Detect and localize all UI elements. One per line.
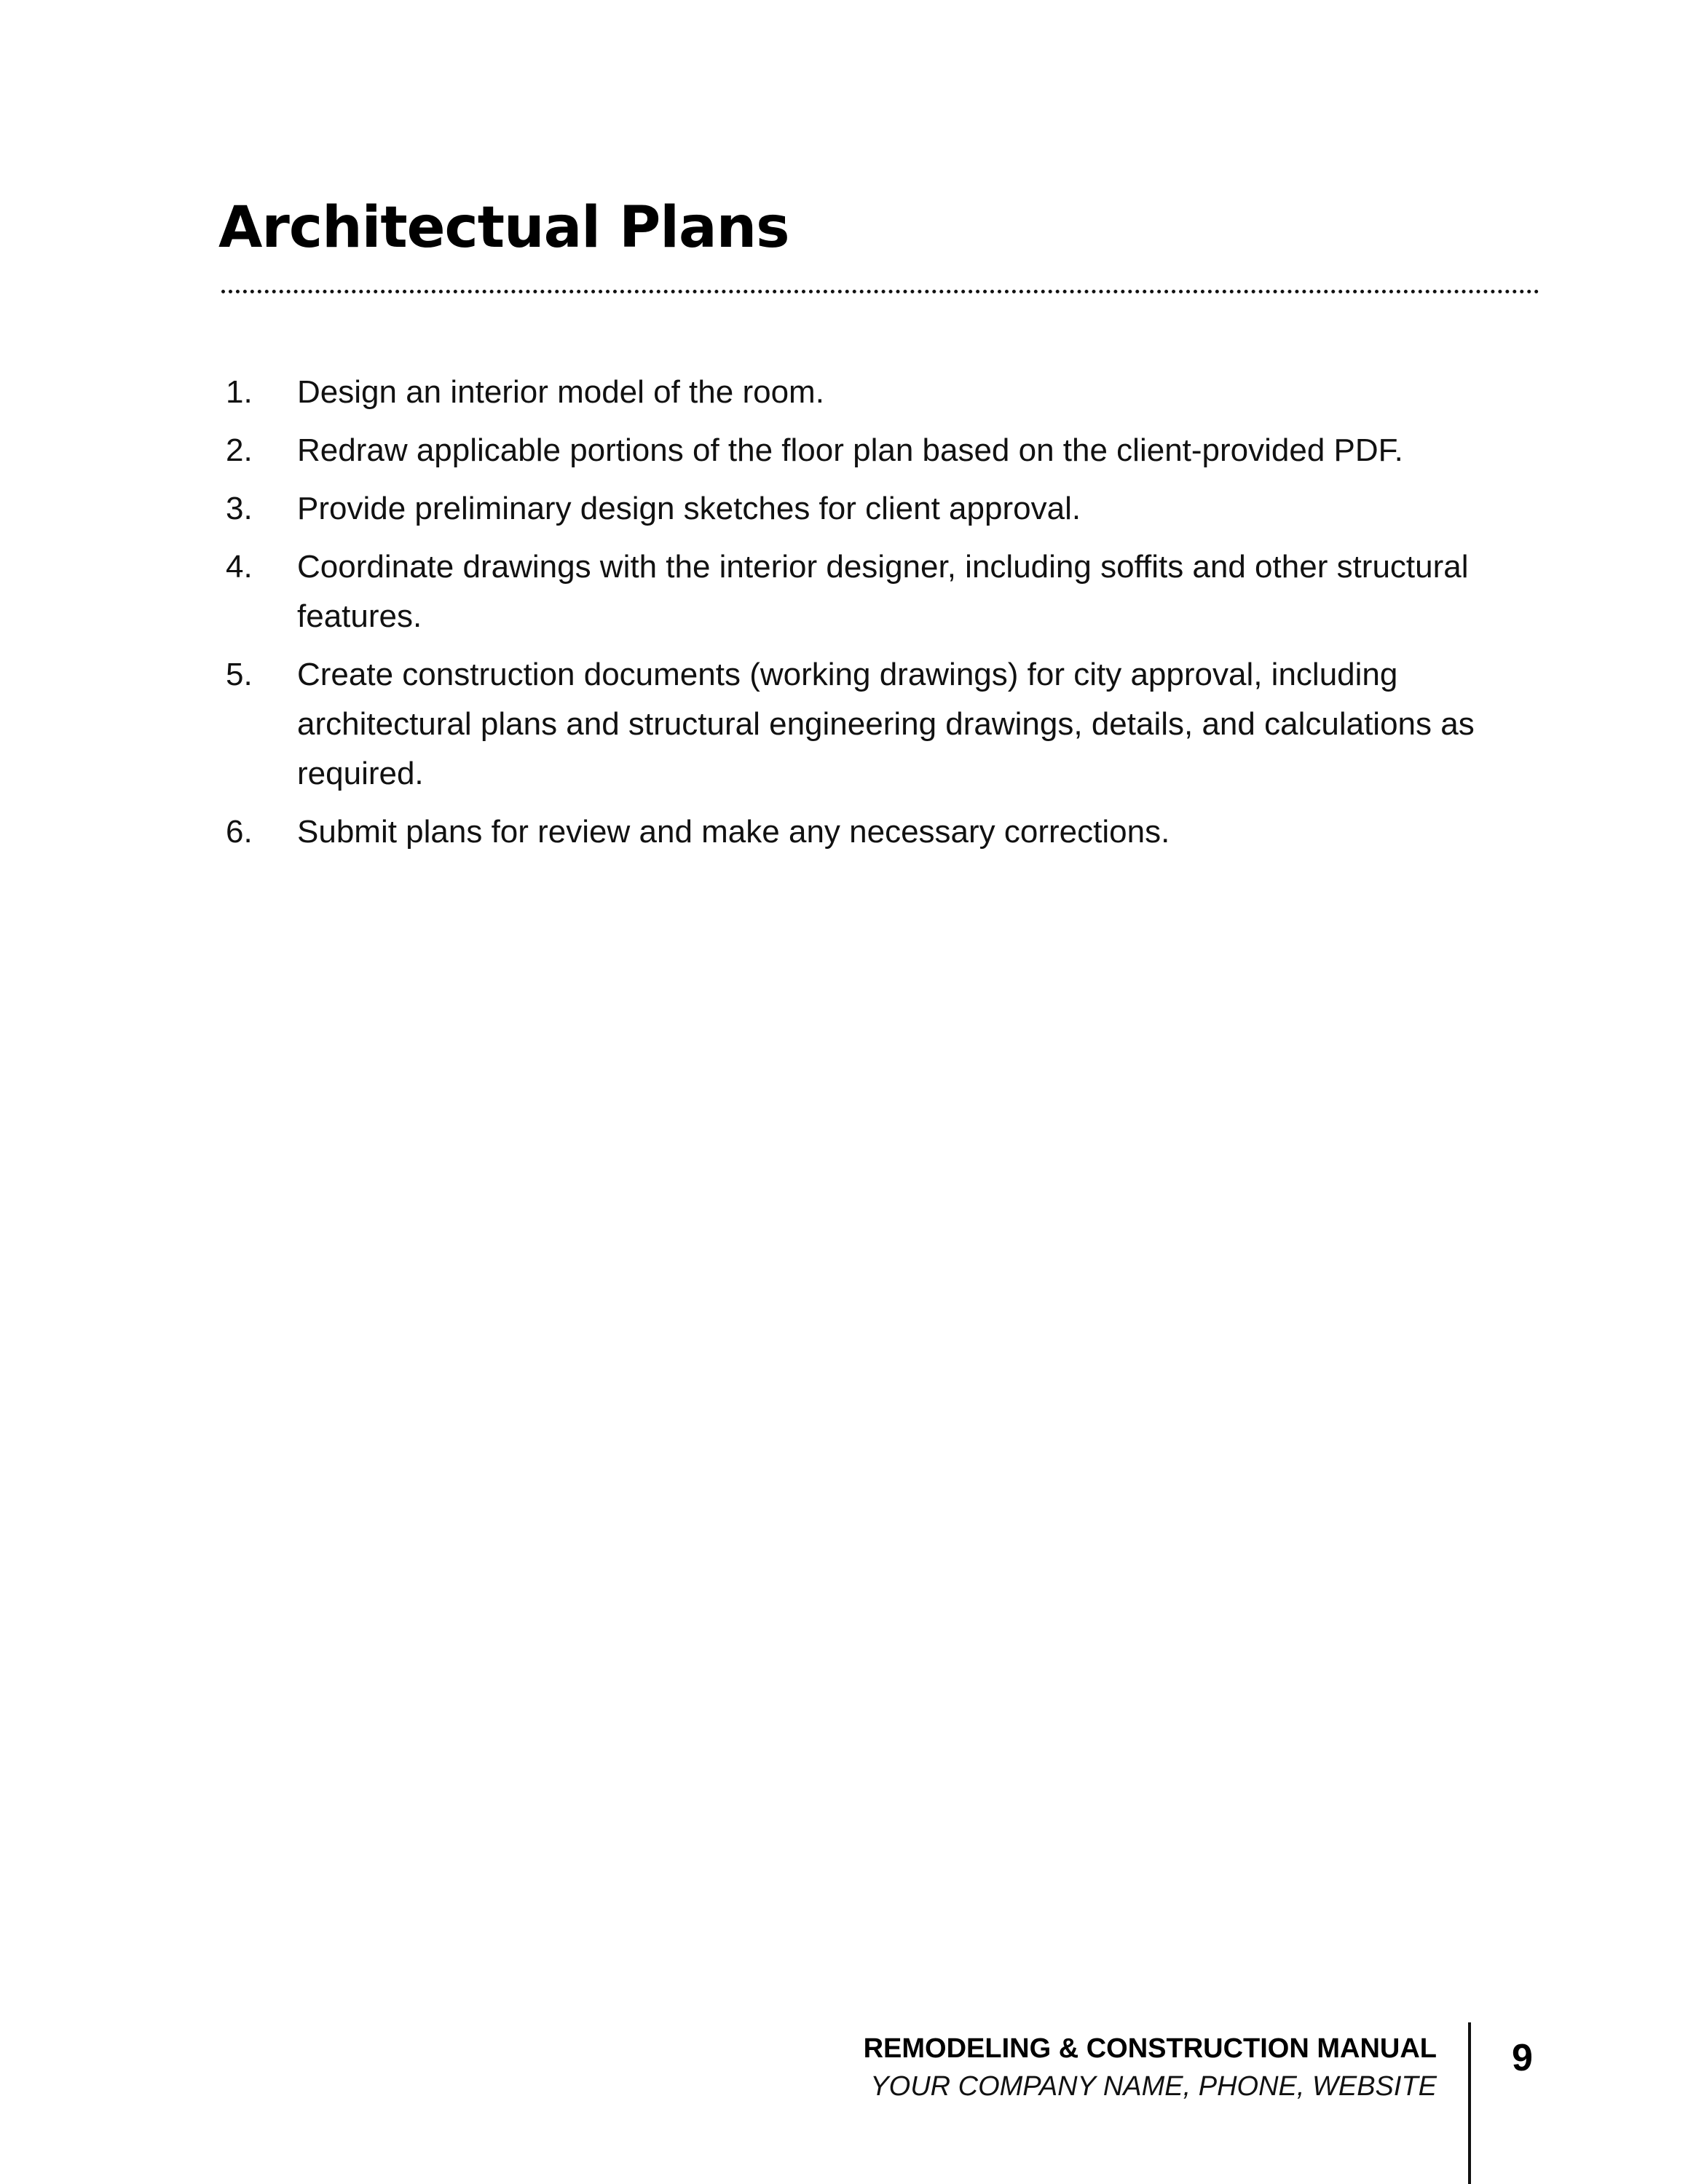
list-item-text: Submit plans for review and make any necessary corrections.	[297, 814, 1170, 850]
list-item	[218, 368, 1551, 417]
dotted-divider	[221, 290, 1539, 293]
list-item-number: 2.	[226, 432, 253, 468]
list-item-number: 5.	[226, 657, 253, 692]
list-item	[218, 484, 1551, 534]
list-item	[218, 650, 1551, 799]
steps-list	[218, 368, 1551, 866]
list-item-text: Coordinate drawings with the interior designer, including soffits and other structural features.	[297, 549, 1469, 634]
list-item-text: Redraw applicable portions of the floor plan based on the client-provided PDF.	[297, 432, 1403, 468]
footer	[864, 2030, 1437, 2105]
list-item-number: 6.	[226, 814, 253, 850]
footer-title: REMODELING & CONSTRUCTION MANUAL	[863, 2033, 1437, 2064]
page-number: 9	[1512, 2037, 1533, 2079]
footer-subtitle: YOUR COMPANY NAME, PHONE, WEBSITE	[870, 2071, 1437, 2102]
list-item-number: 4.	[226, 549, 253, 585]
list-item	[218, 807, 1551, 857]
footer-divider	[1468, 2022, 1471, 2184]
list-item	[218, 542, 1551, 641]
page-title: Architectual Plans	[218, 195, 789, 261]
list-item-text: Create construction documents (working drawings) for city approval, including architectural plans and structural engineering drawings, details, and calculations as required.	[297, 657, 1475, 791]
list-item-text: Provide preliminary design sketches for client approval.	[297, 491, 1081, 526]
list-item-number: 1.	[226, 374, 253, 410]
list-item-number: 3.	[226, 491, 253, 526]
list-item-text: Design an interior model of the room.	[297, 374, 824, 410]
list-item	[218, 426, 1551, 475]
